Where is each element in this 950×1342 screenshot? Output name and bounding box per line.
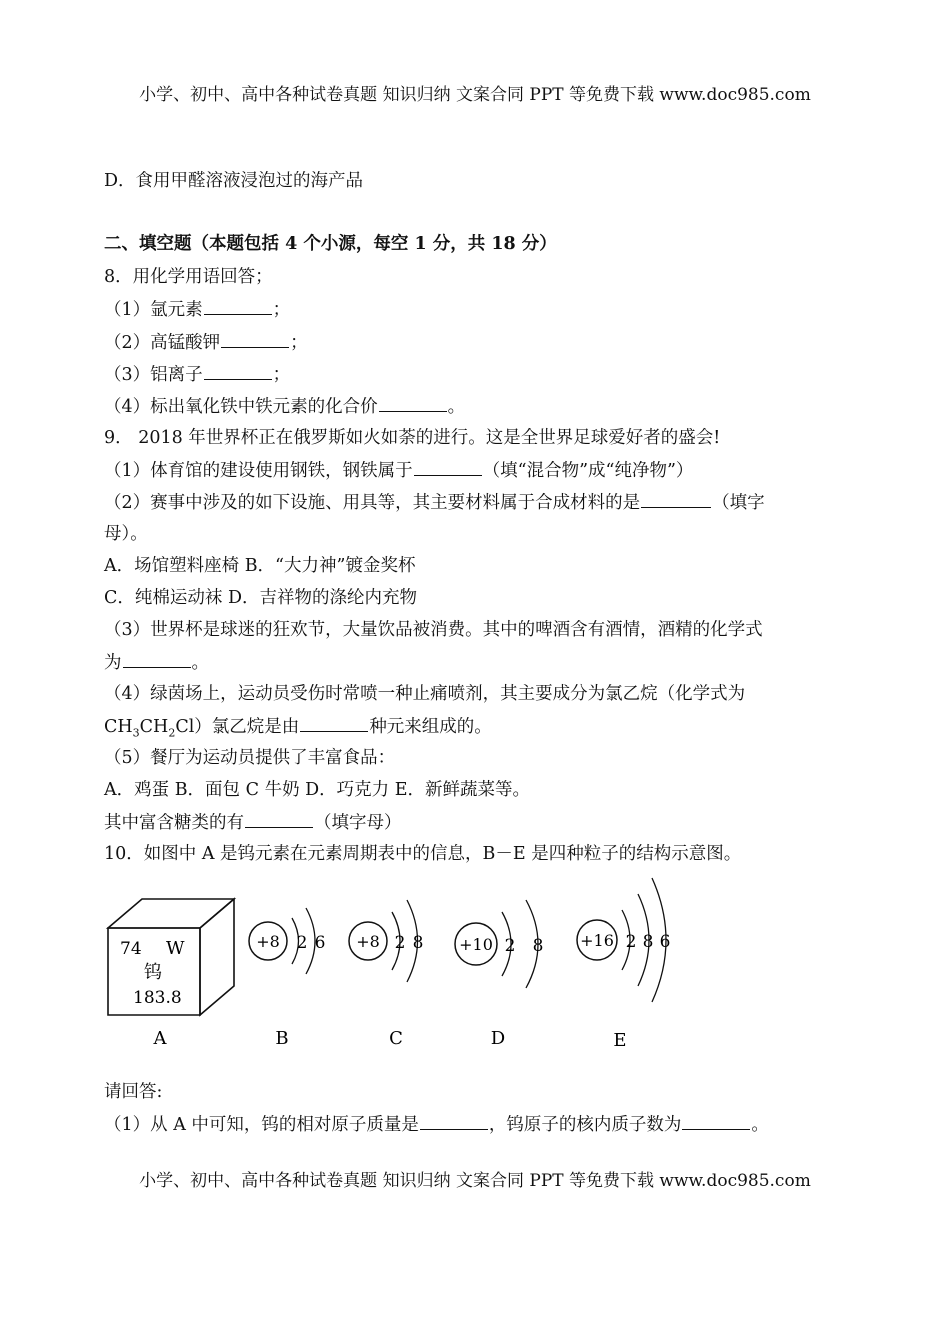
- q9-part5-answer: [104, 811, 402, 834]
- q9-part4: （4）绿茵场上，运动员受伤时常喷一种止痛喷剂，其主要成分为氯乙烷（化学式为: [104, 684, 746, 704]
- page-header: 小学、初中、高中各种试卷真题 知识归纳 文案合同 PPT 等免费下载 www.doc985.com: [139, 85, 811, 105]
- element-symbol: W: [166, 938, 185, 959]
- punct: ；: [272, 300, 291, 320]
- shell-electrons: 8: [532, 936, 544, 956]
- answer-blank[interactable]: [245, 811, 313, 828]
- atomic-mass: 183.8: [133, 988, 182, 1008]
- formula-subscript: 2: [168, 726, 176, 740]
- q8-part2: [104, 331, 308, 354]
- q7-option-d: D．食用甲醛溶液浸泡过的海产品: [104, 171, 364, 191]
- q8-part4-text: （4）标出氧化铁中铁元素的化合价: [104, 397, 378, 417]
- q9-part1-hint: （填“混合物”成“纯净物”）: [482, 461, 694, 481]
- answer-blank[interactable]: [204, 363, 272, 380]
- figure-label: E: [613, 1030, 627, 1051]
- cube-top: [108, 899, 234, 928]
- nucleus-charge: +16: [580, 931, 614, 950]
- q9-stem: 9． 2018 年世界杯正在俄罗斯如火如荼的进行。这是全世界足球爱好者的盛会!: [104, 428, 721, 448]
- q10-part1: [104, 1113, 769, 1136]
- shell-electrons: 8: [642, 932, 654, 952]
- answer-blank[interactable]: [682, 1113, 750, 1130]
- q9-part2-text: （2）赛事中涉及的如下设施、用具等，其主要材料属于合成材料的是: [104, 493, 641, 513]
- answer-blank[interactable]: [414, 459, 482, 476]
- q10-stem: 10．如图中 A 是钨元素在元素周期表中的信息，B－E 是四种粒子的结构示意图。: [104, 844, 742, 864]
- shell-electrons: 8: [412, 933, 424, 953]
- q8-part1-text: （1）氩元素: [104, 300, 203, 320]
- element-name: 钨: [144, 962, 162, 983]
- q9-part3-text: 为: [104, 653, 122, 673]
- q9-part1: [104, 459, 693, 482]
- q9-options-cd: C．纯棉运动袜 D．吉祥物的涤纶内充物: [104, 588, 417, 608]
- q9-part3: （3）世界杯是球迷的狂欢节，大量饮品被消费。其中的啤酒含有酒情，酒精的化学式: [104, 620, 763, 640]
- q9-part5: （5）餐厅为运动员提供了丰富食品：: [104, 748, 396, 768]
- answer-blank[interactable]: [379, 395, 447, 412]
- q9-options-ab: A．场馆塑料座椅 B．“大力神”镀金奖杯: [104, 556, 416, 576]
- section-2-title: 二、填空题（本题包括 4 个小源，每空 1 分，共 18 分）: [104, 234, 557, 254]
- figure-svg: [100, 872, 700, 1052]
- answer-blank[interactable]: [123, 651, 191, 668]
- q9-part2-hint: （填字: [712, 493, 765, 513]
- q9-part4-answer: [104, 715, 492, 745]
- q10-part1-text: （1）从 A 中可知，钨的相对原子质量是: [104, 1115, 419, 1135]
- figure-label: A: [153, 1028, 167, 1049]
- punct: ；: [272, 365, 291, 385]
- page-footer: 小学、初中、高中各种试卷真题 知识归纳 文案合同 PPT 等免费下载 www.doc985.com: [139, 1171, 811, 1191]
- cube-side: [200, 899, 234, 1015]
- shell-electrons: 6: [314, 933, 326, 953]
- answer-blank[interactable]: [641, 491, 711, 508]
- q8-part3: [104, 363, 290, 386]
- particle-b: [249, 908, 325, 974]
- particle-d: [455, 900, 543, 988]
- formula-part: CH: [104, 717, 133, 737]
- q8-stem: 8．用化学用语回答；: [104, 267, 273, 287]
- answer-blank[interactable]: [204, 298, 272, 315]
- figure-label: D: [490, 1028, 506, 1049]
- q9-part5-text: 其中富含糖类的有: [104, 813, 244, 833]
- shell-electrons: 6: [659, 932, 671, 952]
- q10-ask: 请回答:: [104, 1082, 163, 1102]
- shell-electrons: 2: [625, 932, 637, 952]
- particle-c: [349, 900, 423, 982]
- shell-electrons: 2: [504, 936, 516, 956]
- nucleus-charge: +8: [256, 932, 280, 951]
- q8-part2-text: （2）高锰酸钾: [104, 333, 221, 353]
- q8-part4: [104, 395, 465, 418]
- answer-blank[interactable]: [420, 1113, 488, 1130]
- answer-blank[interactable]: [221, 331, 289, 348]
- q8-part1: [104, 298, 290, 321]
- nucleus-charge: +8: [356, 932, 380, 951]
- particle-e: [577, 878, 670, 1002]
- q9-part4-tail: 种元来组成的。: [369, 717, 492, 737]
- punct: 。: [751, 1115, 769, 1135]
- q9-part3-answer: [104, 651, 209, 674]
- q10-part1-mid: ，钨原子的核内质子数为: [488, 1115, 682, 1135]
- shell-electrons: 2: [296, 933, 308, 953]
- q9-part2-cont: 母）。: [104, 524, 148, 544]
- formula-part: Cl）氯乙烷是由: [175, 717, 300, 737]
- q9-part5-options: A．鸡蛋 B．面包 C 牛奶 D．巧克力 E．新鲜蔬菜等。: [104, 780, 531, 800]
- punct: 。: [447, 397, 466, 417]
- figure-label: B: [275, 1028, 289, 1049]
- atomic-number: 74: [120, 939, 142, 959]
- formula-part: CH: [139, 717, 169, 737]
- q9-part2: [104, 491, 765, 514]
- structure-figure: [100, 872, 700, 1052]
- punct: 。: [191, 653, 209, 673]
- formula-subscript: 3: [132, 726, 140, 740]
- shell-electrons: 2: [394, 933, 406, 953]
- figure-label: C: [389, 1028, 403, 1049]
- punct: ；: [290, 333, 308, 353]
- answer-blank[interactable]: [300, 715, 368, 732]
- q9-part5-hint: （填字母）: [314, 813, 402, 833]
- q8-part3-text: （3）铝离子: [104, 365, 203, 385]
- nucleus-charge: +10: [459, 935, 493, 954]
- q9-part1-text: （1）体育馆的建设使用钢铁，钢铁属于: [104, 461, 413, 481]
